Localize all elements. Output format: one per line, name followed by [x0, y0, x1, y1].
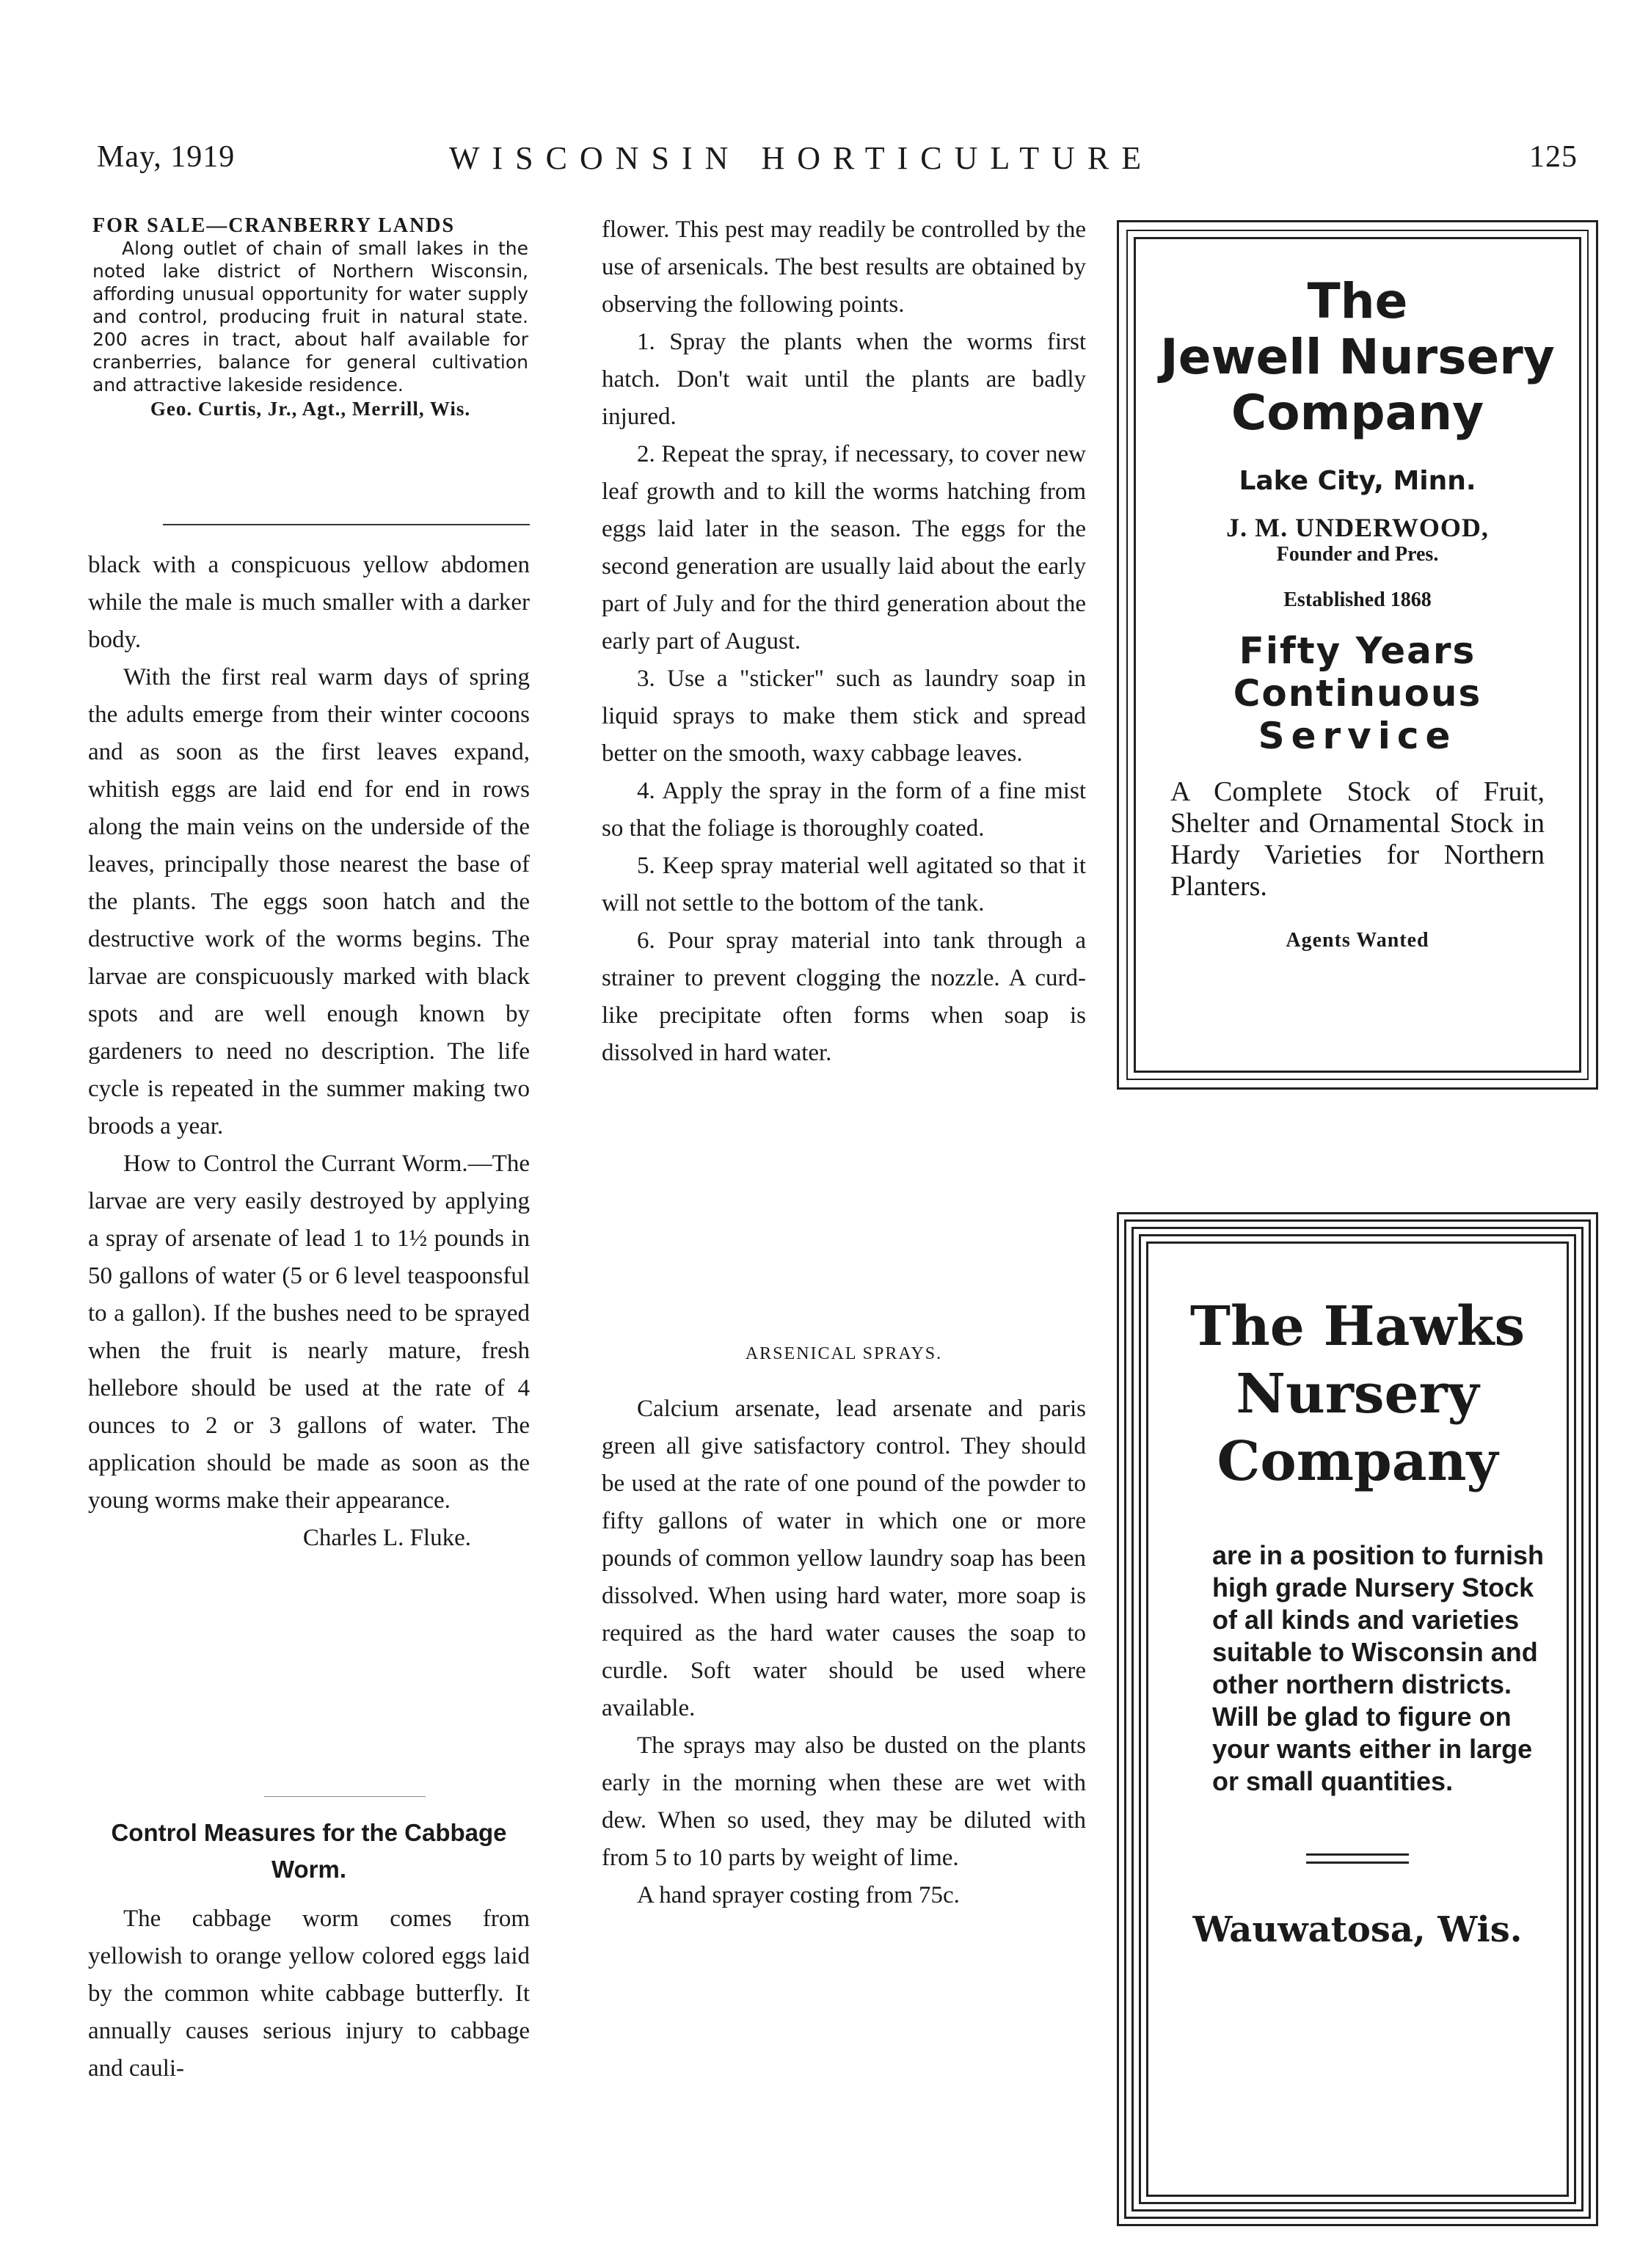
numbered-point: 6. Pour spray material into tank through a strainer to prevent clogging the nozzle. A curd-like precipitate often forms when soap is dissolved in hard water.	[602, 927, 1086, 1066]
hawks-nursery-ad	[1117, 1212, 1598, 2226]
numbered-point: 4. Apply the spray in the form of a fine mist so that the foliage is thoroughly coated.	[602, 778, 1086, 842]
ad-title	[1148, 274, 1567, 441]
ad-slogan-line: Fifty Years	[1239, 630, 1476, 672]
header-date: May, 1919	[97, 140, 236, 174]
ad-founder: J. M. UNDERWOOD,	[1226, 513, 1489, 542]
ad-title-line: Company	[1231, 384, 1484, 441]
article-paragraph: How to Control the Currant Worm.—The larvae are very easily destroyed by applying a spray of arsenate of lead 1 to 1½ pounds in 50 gallons of water (5 or 6 level teaspoonsful to a gallon). If the bushes need to be sprayed when the fruit is nearly mature, fresh hellebore should be used at the rate of 4 ounces to 2 or 3 gallons of water. The application should be made as soon as the young worms make their appearance.	[88, 1151, 530, 1514]
ad-slogan	[1148, 630, 1567, 757]
numbered-point: 1. Spray the plants when the worms first hatch. Don't wait until the plants are badly injured.	[602, 329, 1086, 430]
ad-title	[1161, 1293, 1554, 1495]
page-number: 125	[1529, 140, 1578, 174]
ad-title-line: Company	[1217, 1430, 1498, 1493]
article-author: Charles L. Fluke.	[302, 1525, 471, 1551]
article-paragraph: Calcium arsenate, lead arsenate and paris green all give satisfactory control. They should be used at the rate of one pound of the powder to fifty gallons of water in which one or more pounds of common yellow laundry soap has been dissolved. When using hard water, more soap is required as the hard water causes the soap to curdle. Soft water should be used where available.	[602, 1396, 1086, 1721]
ad-city: Wauwatosa, Wis.	[1192, 1909, 1523, 1950]
ad-agents-wanted: Agents Wanted	[1286, 929, 1429, 952]
column-2-article	[602, 211, 1086, 1072]
numbered-point: 2. Repeat the spray, if necessary, to cover new leaf growth and to kill the worms hatching from eggs laid later in the season. The eggs for the second generation are usually laid about the early part of July and for the third generation about the early part of August.	[602, 441, 1086, 654]
column-1-article	[88, 547, 530, 1557]
ad-title-line: Nursery	[1236, 1363, 1479, 1426]
ad-title-line: Jewell Nursery	[1160, 329, 1555, 385]
section-heading: ARSENICAL SPRAYS.	[745, 1344, 943, 1363]
numbered-point: 5. Keep spray material well agitated so that it will not settle to the bottom of the tank.	[602, 853, 1086, 916]
divider-rule	[163, 524, 530, 525]
article-paragraph: The sprays may also be dusted on the plants early in the morning when these are wet with dew. When so used, they may be diluted with from 5 to 10 parts by weight of lime.	[602, 1732, 1086, 1871]
article-paragraph: The cabbage worm comes from yellowish to orange yellow colored eggs laid by the common white cabbage butterfly. It annually causes serious injury to cabbage and cauli-	[88, 1906, 530, 2082]
column-1-article-continued	[88, 1900, 530, 2087]
ad-title-line: The Hawks	[1189, 1295, 1526, 1358]
ad-founder-role: Founder and Pres.	[1276, 543, 1439, 566]
ad-divider	[1306, 1853, 1409, 1864]
ad-slogan-line: Continuous	[1233, 672, 1482, 715]
jewell-nursery-ad	[1117, 220, 1598, 1090]
section-heading: Control Measures for the Cabbage Worm.	[111, 1819, 507, 1883]
for-sale-title: FOR SALE—CRANBERRY LANDS	[92, 214, 456, 237]
ad-stock-description: A Complete Stock of Fruit, Shelter and Ornamental Stock in Hardy Varieties for Northern Planters.	[1170, 776, 1545, 902]
ad-established: Established 1868	[1283, 588, 1432, 611]
journal-title: WISCONSIN HORTICULTURE	[449, 140, 1154, 176]
for-sale-signature: Geo. Curtis, Jr., Agt., Merrill, Wis.	[150, 398, 471, 420]
article-paragraph: black with a conspicuous yellow abdomen while the male is much smaller with a darker body.	[88, 552, 530, 653]
for-sale-body: Along outlet of chain of small lakes in the noted lake district of Northern Wisconsin, affording unusual opportunity for water supply and control, producing fruit in natural state. 200 acres in tract, about half available for cranberries, balance for general cultivation and attractive lakeside residence.	[92, 238, 528, 395]
article-paragraph: A hand sprayer costing from 75c.	[637, 1882, 960, 1908]
article-paragraph: With the first real warm days of spring the adults emerge from their winter cocoons and as soon as the first leaves expand, whitish eggs are laid end for end in rows along the main veins on the underside of the leaves, principally those nearest the base of the plants. The eggs soon hatch and the destructive work of the worms begins. The larvae are conspicuously marked with black spots and are well enough known by gardeners to need no description. The life cycle is repeated in the summer making two broods a year.	[88, 664, 530, 1140]
article-paragraph: flower. This pest may readily be controlled by the use of arsenicals. The best results are obtained by observing the following points.	[602, 216, 1086, 318]
ad-slogan-line: Service	[1258, 715, 1457, 757]
ad-body: are in a position to furnish high grade Nursery Stock of all kinds and varieties suitable to Wisconsin and other northern districts. Will be glad to figure on your wants either in large or small quantities.	[1212, 1540, 1545, 1796]
column-2-article-continued	[602, 1390, 1086, 1914]
for-sale-classified	[92, 214, 528, 420]
numbered-point: 3. Use a "sticker" such as laundry soap in liquid sprays to make them stick and spread better on the smooth, waxy cabbage leaves.	[602, 666, 1086, 767]
divider-rule	[264, 1796, 426, 1797]
ad-title-line: The	[1307, 273, 1408, 329]
ad-city: Lake City, Minn.	[1239, 466, 1476, 496]
